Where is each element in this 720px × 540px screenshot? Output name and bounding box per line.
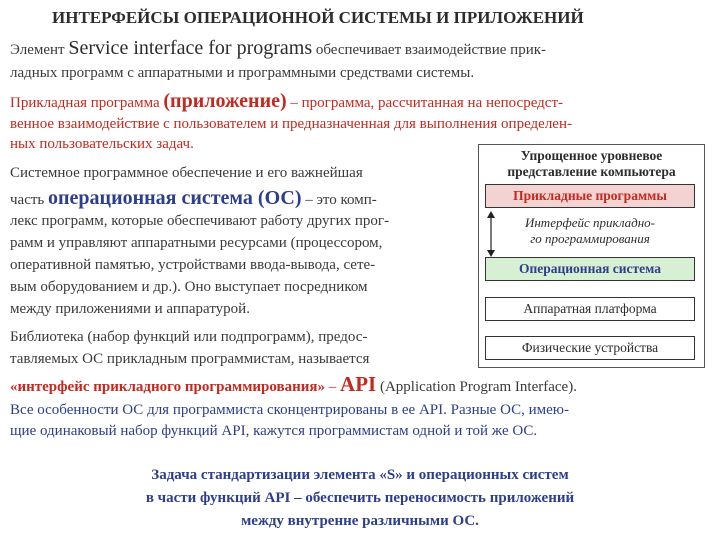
p3-line1: Системное программное обеспечение и его важнейшая: [10, 165, 363, 181]
api-label-line2: го программирования: [530, 231, 650, 246]
p2-line3: ных пользовательских задач.: [10, 136, 194, 152]
p4-dash: –: [325, 379, 341, 395]
p3-term: операционная система (ОС): [48, 187, 302, 209]
layer-physical-devices: Физические устройства: [485, 336, 695, 360]
p2-line1: [10, 91, 563, 111]
layer-diagram-title: [478, 148, 705, 180]
p4-line3: [10, 374, 577, 395]
p3-line5: оперативной памятью, устройствами ввода-вывода, сете-: [10, 257, 376, 273]
p3-line7: между приложениями и аппаратурой.: [10, 301, 250, 317]
p3-line3: лекс программ, которые обеспечивают работу других прог-: [10, 213, 390, 229]
diagram-title-line1: Упрощенное уровневое: [520, 148, 663, 163]
layer-operating-system: Операционная система: [485, 257, 695, 281]
p1-line2: ладных программ с аппаратными и программными средствами системы.: [10, 65, 475, 81]
page-title: ИНТЕРФЕЙСЫ ОПЕРАЦИОННОЙ СИСТЕМЫ И ПРИЛОЖЕНИЙ: [52, 8, 584, 27]
p2-line2: венное взаимодействие с пользователем и предназначенная для выполнения определен-: [10, 116, 572, 132]
p4-api-expansion: (Application Program Interface).: [376, 379, 577, 395]
p2-term: (приложение): [163, 90, 287, 112]
layer-hardware-platform: Аппаратная платформа: [485, 297, 695, 321]
task-line2: в части функций API – обеспечить переносимость приложений: [145, 490, 575, 506]
task-line3: между внутренне различными ОС.: [241, 513, 479, 529]
layer-applications: Прикладные программы: [485, 184, 695, 208]
p1-term: Service interface for programs: [68, 37, 313, 59]
p1-line1: [10, 38, 546, 58]
p1-text-c: обеспечивает взаимодействие прик-: [312, 42, 547, 58]
task-statement: [60, 464, 660, 533]
p4-line1: Библиотека (набор функций или подпрограмм), предос-: [10, 329, 368, 345]
bidirectional-arrow-icon: [484, 211, 498, 257]
diagram-title-line2: представление компьютера: [507, 164, 676, 179]
p3-line4: рамм и управляют аппаратными ресурсами (процессором,: [10, 235, 383, 251]
p3-line6: вым оборудованием и др.). Оно выступает посредником: [10, 279, 368, 295]
p4-line5: щие одинаковый набор функций API, кажутся программистам одной и той же ОС.: [10, 423, 538, 439]
p2-text-a: Прикладная программа: [10, 95, 164, 111]
api-layer-label: [497, 215, 683, 247]
p4-api-term: «интерфейс прикладного программирования»: [10, 379, 326, 395]
api-label-line1: Интерфейс прикладно-: [524, 215, 656, 230]
p4-line2: тавляемых ОС прикладным программистам, называется: [10, 351, 370, 367]
p4-api: API: [340, 372, 377, 396]
p1-text-a: Элемент: [10, 42, 69, 58]
p3-text-b: часть: [10, 192, 49, 208]
task-line1: Задача стандартизации элемента «S» и операционных систем: [151, 467, 569, 483]
p3-line2: [10, 188, 377, 208]
p3-text-d: – это комп-: [301, 192, 377, 208]
p2-text-c: – программа, рассчитанная на непосредст-: [286, 95, 564, 111]
p4-line4: Все особенности ОС для программиста сконцентрированы в ее API. Разные ОС, имею-: [10, 402, 569, 418]
